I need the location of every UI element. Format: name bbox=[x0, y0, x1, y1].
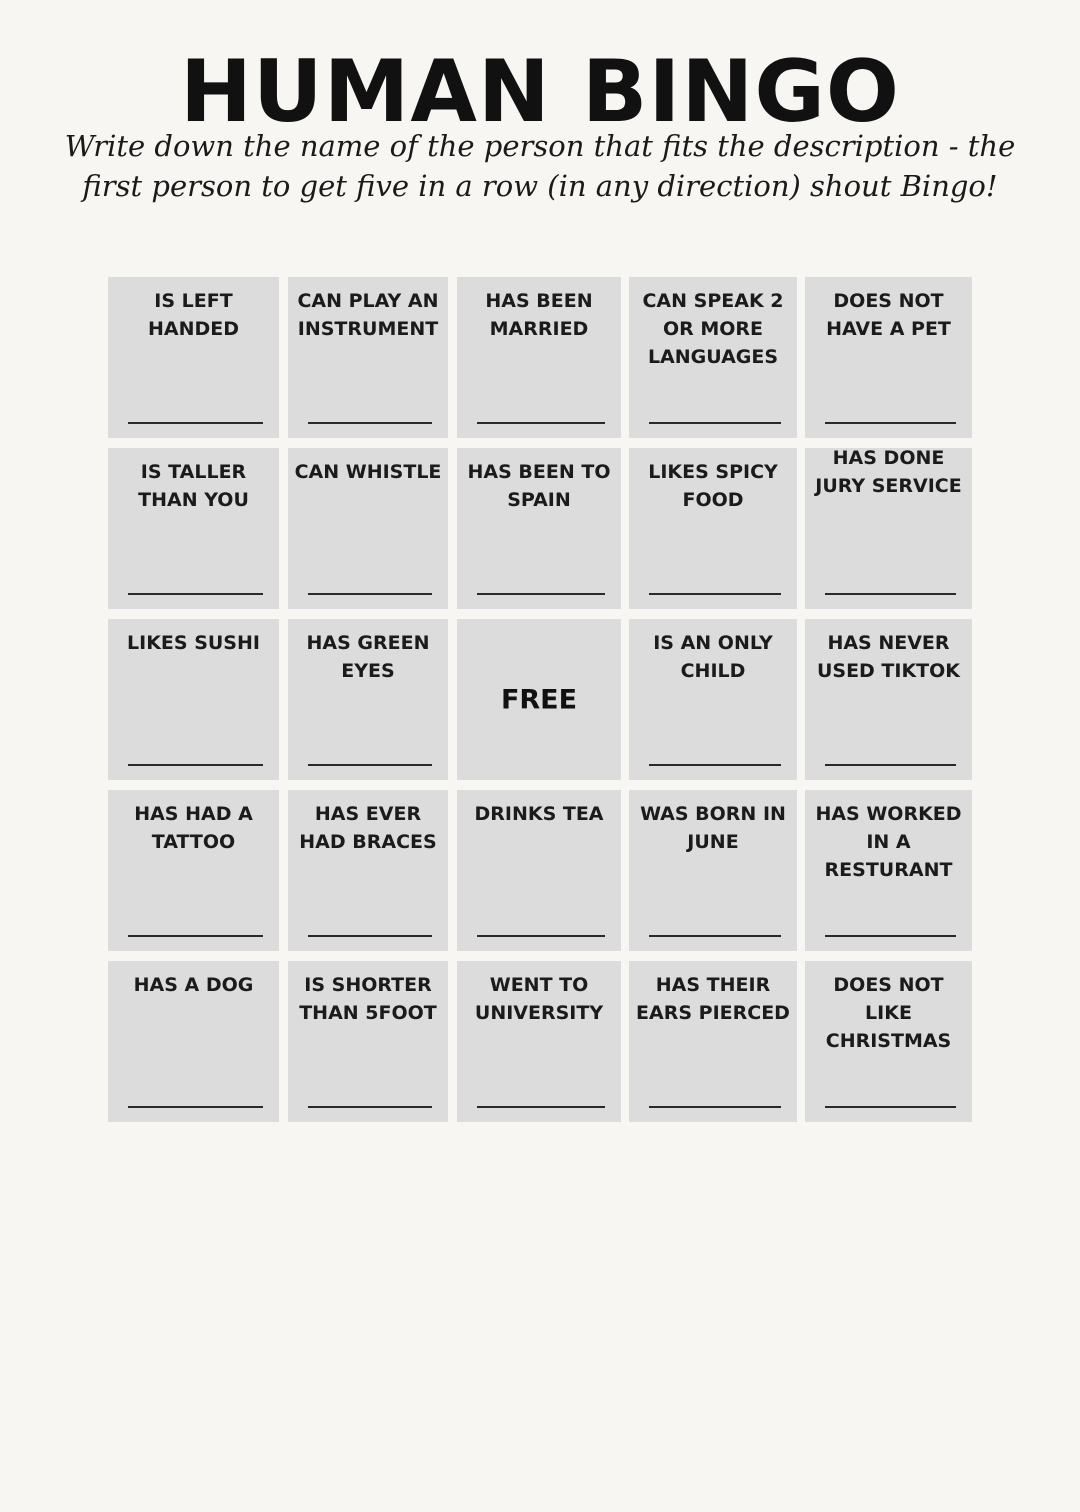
instructions-text: Write down the name of the person that fits the description - the first person to get five in a row (in any direction) shout Bingo! bbox=[64, 129, 1016, 203]
bingo-cell[interactable] bbox=[457, 448, 621, 609]
bingo-cell[interactable] bbox=[288, 448, 448, 609]
name-write-line[interactable] bbox=[128, 1106, 263, 1108]
bingo-cell[interactable] bbox=[108, 619, 279, 780]
bingo-cell-label: DOES NOT HAVE A PET bbox=[826, 290, 951, 340]
name-write-line[interactable] bbox=[649, 1106, 781, 1108]
bingo-cell[interactable] bbox=[629, 277, 797, 438]
bingo-cell[interactable] bbox=[457, 277, 621, 438]
name-write-line[interactable] bbox=[128, 593, 263, 595]
bingo-cell[interactable] bbox=[457, 790, 621, 951]
bingo-cell[interactable] bbox=[288, 790, 448, 951]
bingo-cell[interactable] bbox=[108, 277, 279, 438]
bingo-cell[interactable] bbox=[108, 961, 279, 1122]
bingo-cell[interactable] bbox=[288, 961, 448, 1122]
name-write-line[interactable] bbox=[128, 935, 263, 937]
bingo-cell-label: DRINKS TEA bbox=[474, 803, 604, 825]
bingo-cell bbox=[457, 619, 621, 780]
bingo-grid bbox=[108, 277, 972, 1122]
name-write-line[interactable] bbox=[477, 1106, 605, 1108]
bingo-cell[interactable] bbox=[108, 790, 279, 951]
name-write-line[interactable] bbox=[128, 764, 263, 766]
name-write-line[interactable] bbox=[649, 935, 781, 937]
bingo-cell[interactable] bbox=[805, 790, 972, 951]
name-write-line[interactable] bbox=[825, 422, 956, 424]
bingo-cell-label: LIKES SUSHI bbox=[127, 632, 260, 654]
name-write-line[interactable] bbox=[825, 764, 956, 766]
bingo-cell-label: WAS BORN IN JUNE bbox=[640, 803, 786, 853]
bingo-cell[interactable] bbox=[805, 277, 972, 438]
free-space-label: FREE bbox=[500, 684, 578, 715]
bingo-cell[interactable] bbox=[108, 448, 279, 609]
bingo-cell[interactable] bbox=[629, 961, 797, 1122]
name-write-line[interactable] bbox=[825, 935, 956, 937]
name-write-line[interactable] bbox=[649, 593, 781, 595]
bingo-cell[interactable] bbox=[288, 619, 448, 780]
page-title: HUMAN BINGO bbox=[179, 42, 901, 142]
bingo-cell-label: HAS HAD A TATTOO bbox=[134, 803, 253, 853]
bingo-cell[interactable] bbox=[629, 619, 797, 780]
bingo-cell-label: CAN SPEAK 2 OR MORE LANGUAGES bbox=[642, 290, 784, 368]
bingo-cell-label: IS TALLER THAN YOU bbox=[138, 461, 249, 511]
name-write-line[interactable] bbox=[308, 422, 432, 424]
bingo-cell-label: IS AN ONLY CHILD bbox=[653, 632, 773, 682]
name-write-line[interactable] bbox=[308, 935, 432, 937]
bingo-cell-label: HAS WORKED IN A RESTURANT bbox=[815, 803, 962, 881]
name-write-line[interactable] bbox=[649, 422, 781, 424]
bingo-cell-label: HAS THEIR EARS PIERCED bbox=[636, 974, 790, 1024]
name-write-line[interactable] bbox=[477, 422, 605, 424]
bingo-cell-label: HAS NEVER USED TIKTOK bbox=[816, 632, 961, 682]
name-write-line[interactable] bbox=[825, 1106, 956, 1108]
name-write-line[interactable] bbox=[128, 422, 263, 424]
bingo-cell[interactable] bbox=[805, 448, 972, 609]
bingo-cell-label: LIKES SPICY FOOD bbox=[648, 461, 778, 511]
bingo-cell-label: HAS A DOG bbox=[133, 974, 254, 996]
name-write-line[interactable] bbox=[308, 1106, 432, 1108]
bingo-cell[interactable] bbox=[457, 961, 621, 1122]
bingo-cell-label: WENT TO UNIVERSITY bbox=[474, 974, 604, 1024]
name-write-line[interactable] bbox=[477, 593, 605, 595]
bingo-cell[interactable] bbox=[805, 619, 972, 780]
bingo-cell-label: CAN WHISTLE bbox=[294, 461, 442, 483]
name-write-line[interactable] bbox=[649, 764, 781, 766]
name-write-line[interactable] bbox=[308, 593, 432, 595]
bingo-cell-label: IS LEFT HANDED bbox=[147, 290, 240, 340]
bingo-cell-label: CAN PLAY AN INSTRUMENT bbox=[297, 290, 439, 340]
bingo-cell-label: DOES NOT LIKE CHRISTMAS bbox=[825, 974, 952, 1052]
name-write-line[interactable] bbox=[825, 593, 956, 595]
bingo-cell[interactable] bbox=[629, 790, 797, 951]
bingo-cell-label: HAS DONE JURY SERVICE bbox=[815, 447, 962, 497]
bingo-cell[interactable] bbox=[629, 448, 797, 609]
bingo-cell-label: HAS GREEN EYES bbox=[306, 632, 430, 682]
bingo-cell-label: IS SHORTER THAN 5FOOT bbox=[299, 974, 437, 1024]
bingo-cell[interactable] bbox=[805, 961, 972, 1122]
bingo-cell[interactable] bbox=[288, 277, 448, 438]
name-write-line[interactable] bbox=[308, 764, 432, 766]
name-write-line[interactable] bbox=[477, 935, 605, 937]
bingo-cell-label: HAS BEEN TO SPAIN bbox=[467, 461, 611, 511]
bingo-cell-label: HAS EVER HAD BRACES bbox=[299, 803, 437, 853]
bingo-cell-label: HAS BEEN MARRIED bbox=[485, 290, 593, 340]
